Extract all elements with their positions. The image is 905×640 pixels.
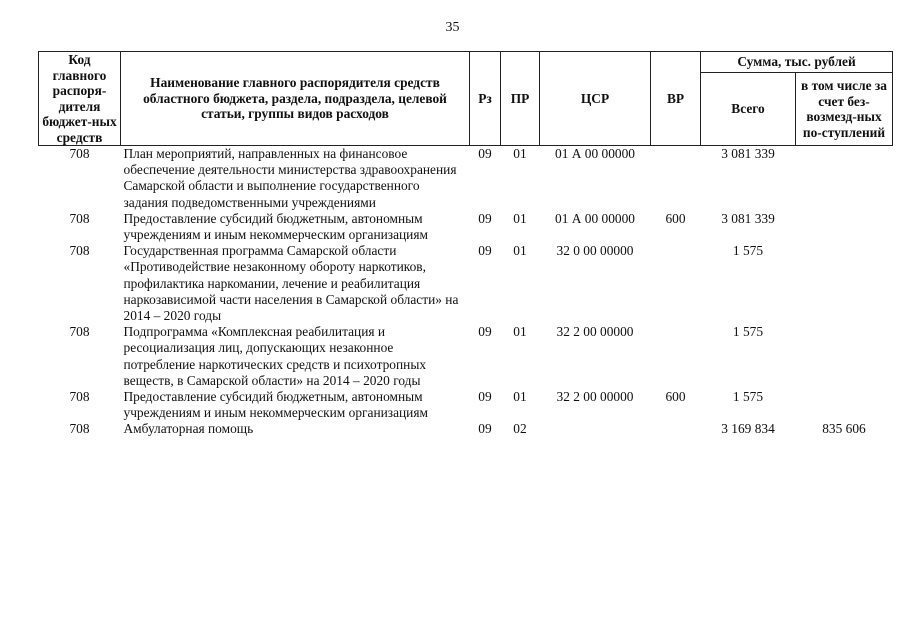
table-row (39, 324, 893, 389)
table-row (39, 421, 893, 437)
cell-name: Государственная программа Самарской области «Противодействие незаконному обороту наркотиков, профилактика наркомании, лечение и реабилитация наркозависимой части населения в Самарской области» на 2014 – 2020 годы (123, 243, 459, 324)
header-name: Наименование главного распорядителя средств областного бюджета, раздела, подраздела, целевой статьи, группы видов расходов (121, 52, 470, 146)
cell-gratuitous (796, 146, 893, 211)
cell-csr: 01 А 00 00000 (555, 210, 635, 226)
cell-code: 708 (69, 389, 90, 405)
cell-name: Предоставление субсидий бюджетным, автономным учреждениям и иным некоммерческим организациям (123, 389, 428, 421)
cell-total: 1 575 (732, 324, 764, 340)
cell-total: 3 081 339 (721, 146, 775, 161)
cell-code: 708 (69, 210, 90, 226)
cell-rz: 09 (478, 210, 492, 226)
cell-vr (651, 324, 701, 389)
cell-vr: 600 (665, 210, 686, 226)
cell-vr (651, 243, 701, 324)
cell-csr: 01 А 00 00000 (555, 146, 635, 161)
cell-rz: 09 (478, 146, 492, 161)
cell-gratuitous (796, 324, 893, 389)
cell-gratuitous (796, 389, 893, 421)
cell-total: 1 575 (732, 389, 764, 405)
cell-total: 1 575 (732, 243, 764, 259)
table-header (39, 52, 893, 146)
table-row (39, 389, 893, 421)
table-row (39, 146, 893, 211)
cell-pr: 01 (513, 146, 527, 161)
cell-rz: 09 (478, 243, 492, 259)
cell-pr: 01 (513, 324, 527, 340)
page-number: 35 (445, 20, 460, 35)
header-total: Всего (701, 73, 796, 146)
cell-gratuitous: 835 606 (822, 421, 866, 437)
cell-vr (651, 421, 701, 437)
table-row (39, 211, 893, 243)
cell-pr: 01 (513, 389, 527, 405)
cell-csr: 32 0 00 00000 (556, 243, 634, 259)
table-row (39, 243, 893, 324)
header-csr: ЦСР (540, 52, 651, 146)
cell-name: Предоставление субсидий бюджетным, автономным учреждениям и иным некоммерческим организациям (123, 210, 428, 243)
header-gratuitous: в том числе за счет без-возмезд-ных по-ступлений (796, 73, 893, 146)
cell-code: 708 (69, 243, 90, 259)
cell-rz: 09 (478, 389, 492, 405)
cell-csr: 32 2 00 00000 (556, 389, 634, 405)
cell-code: 708 (69, 421, 90, 437)
budget-table (38, 51, 893, 438)
cell-csr: 32 2 00 00000 (556, 324, 634, 340)
cell-rz: 09 (478, 324, 492, 340)
header-sum: Сумма, тыс. рублей (701, 52, 893, 73)
cell-name: Амбулаторная помощь (123, 421, 254, 437)
cell-pr: 01 (513, 210, 527, 226)
cell-name: План мероприятий, направленных на финансовое обеспечение деятельности министерства здравоохранения Самарской области и выполнение государственного задания подведомственными учреждениями (123, 146, 457, 210)
cell-rz: 09 (478, 421, 492, 437)
header-vr: ВР (651, 52, 701, 146)
cell-csr (540, 421, 651, 437)
cell-code: 708 (69, 324, 90, 340)
header-pr: ПР (501, 52, 540, 146)
cell-gratuitous (796, 243, 893, 324)
cell-total: 3 081 339 (721, 210, 775, 226)
cell-vr: 600 (665, 389, 686, 405)
cell-name: Подпрограмма «Комплексная реабилитация и ресоциализация лиц, допускающих незаконное потребление наркотических средств и психотропных веществ, в Самарской области» на 2014 – 2020 годы (123, 324, 427, 388)
cell-vr (651, 146, 701, 211)
cell-code: 708 (69, 146, 90, 161)
header-rz: Рз (470, 52, 501, 146)
cell-pr: 02 (513, 421, 527, 437)
cell-gratuitous (796, 211, 893, 243)
table-body (39, 146, 893, 438)
cell-pr: 01 (513, 243, 527, 259)
cell-total: 3 169 834 (721, 421, 775, 437)
header-code: Код главного распоря-дителя бюджет-ных средств (39, 52, 121, 146)
